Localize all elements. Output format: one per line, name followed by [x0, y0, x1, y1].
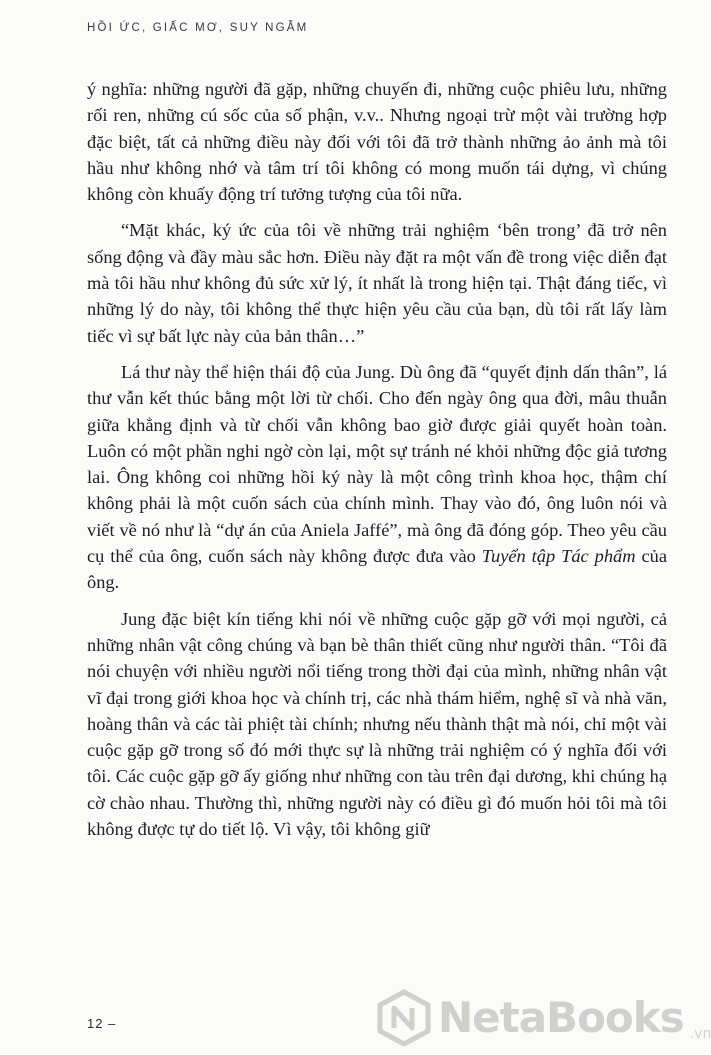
paragraph-text: Jung đặc biệt kín tiếng khi nói về những cuộc gặp gỡ với mọi người, cả những nhân vật công chúng và bạn bè thân thiết cũng như người thân. “Tôi đã nói chuyện với nhiều người nổi tiếng trong thời đại của mình, những nhân vật vĩ đại trong giới khoa học và chính trị, các nhà thám hiểm, nghệ sĩ và nhà văn, hoàng thân và các tài phiệt tài chính; nhưng nếu thành thật mà nói, chỉ một vài cuộc gặp gỡ trong số đó mới thực sự là những trải nghiệm có ý nghĩa đối với tôi. Các cuộc gặp gỡ ấy giống như những con tàu trên đại dương, khi chúng hạ cờ chào nhau. Thường thì, những người này có điều gì đó muốn hỏi tôi mà tôi không được tự do tiết lộ. Vì vậy, tôi không giữ — [87, 608, 667, 840]
page-body — [87, 76, 667, 852]
paragraph-text: “Mặt khác, ký ức của tôi về những trải nghiệm ‘bên trong’ đã trở nên sống động và đầy màu sắc hơn. Điều này đặt ra một vấn đề trong việc diễn đạt mà tôi hầu như không đủ sức xử lý, ít nhất là trong hiện tại. Thật đáng tiếc, vì những lý do này, tôi không thể thực hiện yêu cầu của bạn, dù tôi rất lấy làm tiếc vì sự bất lực này của bản thân…” — [87, 220, 667, 346]
page-number: 12 – — [87, 1016, 117, 1031]
paragraph-encounters — [87, 606, 667, 843]
book-title-italic: Tuyển tập Tác phẩm — [481, 546, 636, 567]
watermark — [376, 990, 711, 1046]
paragraph-quote — [87, 217, 667, 348]
running-head-title: HỒI ỨC, GIẤC MƠ, SUY NGẪM — [87, 22, 309, 34]
paragraph-continuation — [87, 76, 667, 207]
paragraph-text: Lá thư này thể hiện thái độ của Jung. Dù ông đã “quyết định dấn thân”, lá thư vẫn kết thúc bằng một lời từ chối. Cho đến ngày ông qua đời, mâu thuẫn giữa khẳng định và từ chối vẫn không bao giờ được giải quyết hoàn toàn. Luôn có một phần nghi ngờ còn lại, một sự tránh né khỏi những độc giả tương lai. Ông không coi những hồi ký này là một công trình khoa học, thậm chí không phải là một cuốn sách của chính mình. Thay vào đó, ông luôn nói và viết về nó như là “dự án của Aniela Jaffé”, mà ông đã đóng góp. Theo yêu cầu cụ thể của ông, cuốn sách này không được đưa vào — [87, 361, 667, 567]
watermark-suffix: .vn — [689, 1026, 711, 1042]
paragraph-text: ý nghĩa: những người đã gặp, những chuyến đi, những cuộc phiêu lưu, những rối ren, những cú sốc của số phận, v.v.. Nhưng ngoại trừ một vài trường hợp đặc biệt, tất cả những điều này đối với tôi đã trở thành những ảo ảnh mà tôi hầu như không nhớ và tâm trí tôi không có mong muốn tái dựng, vì chúng không còn khuấy động trí tưởng tượng của tôi nữa. — [87, 79, 667, 205]
paragraph-letter-attitude — [87, 359, 667, 596]
watermark-brand: NetaBooks — [438, 993, 684, 1042]
paragraph-tail: của ông. — [87, 546, 667, 593]
netabooks-logo-icon — [376, 990, 432, 1046]
